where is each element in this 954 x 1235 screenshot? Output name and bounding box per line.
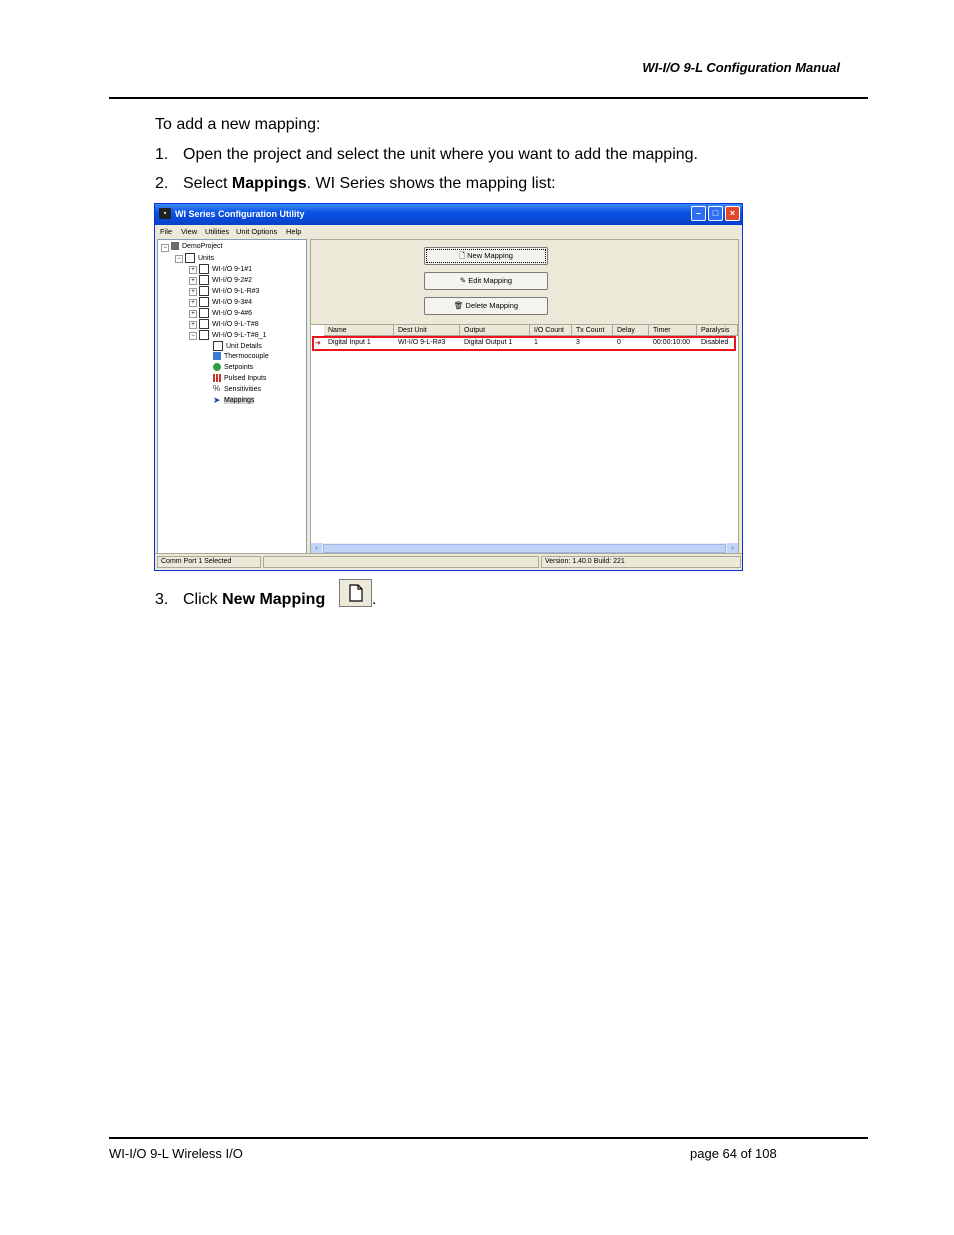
sensitivities-icon: %	[213, 384, 221, 393]
delete-mapping-label: Delete Mapping	[465, 301, 519, 310]
footer-left: WI-I/O 9-L Wireless I/O	[109, 1146, 243, 1161]
step-2-post: . WI Series shows the mapping list:	[306, 175, 556, 192]
col-paralysis[interactable]: Paralysis	[697, 325, 738, 336]
app-window-screenshot	[154, 203, 743, 571]
intro-text: To add a new mapping:	[155, 116, 321, 133]
menu-bar	[155, 225, 742, 238]
scroll-thumb[interactable]	[323, 544, 726, 553]
col-io-count[interactable]: I/O Count	[530, 325, 572, 336]
tree-units-label: Units	[198, 254, 214, 262]
col-timer[interactable]: Timer	[649, 325, 697, 336]
step-2-text	[183, 175, 556, 193]
step-3-number: 3.	[155, 591, 169, 608]
tree-child-label: Setpoints	[224, 363, 254, 371]
tree-unit[interactable]	[199, 330, 266, 340]
tree-child-label: Unit Details	[226, 342, 262, 350]
expand-icon[interactable]: +	[189, 310, 197, 318]
setpoints-icon	[213, 363, 221, 371]
col-output[interactable]: Output	[460, 325, 530, 336]
edit-icon: ✎	[459, 276, 469, 285]
col-tx-count[interactable]: Tx Count	[572, 325, 613, 336]
scroll-right-icon[interactable]: ›	[727, 543, 738, 554]
step-3-bold: New Mapping	[222, 591, 326, 608]
status-spacer	[263, 556, 539, 568]
menu-utilities[interactable]: Utilities	[205, 227, 230, 236]
expand-icon[interactable]: +	[189, 288, 197, 296]
edit-mapping-button[interactable]	[424, 272, 548, 290]
tree-child[interactable]	[213, 352, 269, 360]
row-arrow-icon: ➜	[315, 340, 321, 347]
tree-unit[interactable]	[199, 308, 252, 318]
cell-io-count[interactable]: 1	[534, 339, 538, 346]
tree-unit-label: WI-I/O 9-3#4	[212, 298, 253, 306]
delete-icon: 🗑	[453, 301, 466, 310]
unit-icon	[199, 297, 209, 307]
tree-unit-label: WI-I/O 9-L-T#8	[212, 320, 259, 328]
tree-child-label: Pulsed Inputs	[224, 374, 267, 382]
cell-paralysis[interactable]: Disabled	[701, 339, 729, 346]
unit-icon	[199, 286, 209, 296]
tree-root[interactable]	[171, 242, 222, 250]
tree-unit[interactable]	[199, 264, 252, 274]
row-highlight-box	[312, 336, 736, 351]
step-3-text	[183, 591, 325, 609]
tree-child[interactable]	[213, 374, 266, 382]
collapse-icon[interactable]: −	[161, 244, 169, 252]
tree-unit-label: WI-I/O 9-2#2	[212, 276, 253, 284]
tree-unit[interactable]	[199, 286, 259, 296]
unit-icon	[199, 264, 209, 274]
step-3-pre: Click	[183, 591, 223, 608]
maximize-icon[interactable]: □	[708, 206, 723, 221]
mapping-list	[311, 324, 738, 554]
menu-unit-options[interactable]: Unit Options	[236, 227, 278, 236]
status-bar	[155, 553, 742, 570]
step-3-post: .	[372, 591, 377, 608]
mappings-icon: ➤	[213, 395, 221, 405]
tree-unit-label: WI-I/O 9-4#6	[212, 309, 253, 317]
menu-file[interactable]: File	[160, 227, 173, 236]
minimize-icon[interactable]: –	[691, 206, 706, 221]
tree-child-label: Thermocouple	[224, 352, 269, 360]
tree-unit-label: WI-I/O 9-L-R#3	[212, 287, 260, 295]
tree-unit[interactable]	[199, 319, 259, 329]
cell-name[interactable]: Digital Input 1	[328, 339, 371, 346]
step-2-number: 2.	[155, 175, 169, 192]
app-icon: ▪	[159, 208, 171, 219]
step-2-bold: Mappings	[231, 175, 307, 192]
menu-view[interactable]: View	[181, 227, 198, 236]
new-mapping-button-image	[339, 579, 372, 607]
new-icon: 🗋	[459, 251, 468, 260]
title-bar	[155, 204, 742, 225]
tree-unit[interactable]	[199, 275, 252, 285]
tree-units[interactable]	[185, 253, 214, 263]
cell-delay[interactable]: 0	[617, 339, 621, 346]
status-version: Version: 1.40.0 Build: 221	[541, 556, 741, 568]
project-tree	[157, 239, 307, 555]
tree-child[interactable]	[213, 385, 261, 393]
menu-help[interactable]: Help	[286, 227, 302, 236]
tree-child-label: Mappings	[224, 396, 255, 404]
new-mapping-label: New Mapping	[467, 251, 513, 260]
col-delay[interactable]: Delay	[613, 325, 649, 336]
tree-child[interactable]	[213, 341, 262, 351]
close-icon[interactable]: ×	[725, 206, 740, 221]
new-document-icon	[340, 580, 371, 606]
tree-unit[interactable]	[199, 297, 252, 307]
tree-child[interactable]	[213, 363, 253, 371]
units-icon	[185, 253, 195, 263]
col-dest-unit[interactable]: Dest Unit	[394, 325, 460, 336]
collapse-icon[interactable]: −	[189, 332, 197, 340]
header-rule	[109, 97, 868, 99]
step-2-pre: Select	[183, 175, 232, 192]
edit-mapping-label: Edit Mapping	[468, 276, 513, 285]
cell-timer[interactable]: 00:00:10:00	[653, 339, 690, 346]
page-number: page 64 of 108	[690, 1146, 777, 1161]
cell-tx-count[interactable]: 3	[576, 339, 580, 346]
expand-icon[interactable]: +	[189, 321, 197, 329]
expand-icon[interactable]: +	[189, 277, 197, 285]
cell-output[interactable]: Digital Output 1	[464, 339, 513, 346]
thermocouple-icon	[213, 352, 221, 360]
tree-root-label: DemoProject	[182, 242, 223, 250]
tree-child-selected[interactable]	[213, 396, 254, 404]
expand-icon[interactable]: +	[189, 299, 197, 307]
delete-mapping-button[interactable]	[424, 297, 548, 315]
cell-dest-unit[interactable]: WI-I/O 9-L-R#3	[398, 339, 446, 346]
new-mapping-button[interactable]	[424, 247, 548, 265]
unit-icon	[199, 319, 209, 329]
unit-details-icon	[213, 341, 223, 351]
running-header: WI-I/O 9-L Configuration Manual	[642, 60, 840, 75]
scroll-left-icon[interactable]: ‹	[311, 543, 322, 554]
step-1-number: 1.	[155, 146, 169, 163]
footer-rule	[109, 1137, 868, 1139]
tree-unit-label: WI-I/O 9-1#1	[212, 265, 253, 273]
project-icon	[171, 242, 179, 250]
unit-icon	[199, 330, 209, 340]
collapse-icon[interactable]: −	[175, 255, 183, 263]
status-comm-port: Comm Port 1 Selected	[157, 556, 261, 568]
pulsed-inputs-icon	[213, 374, 221, 382]
mapping-pane	[310, 239, 739, 555]
col-name[interactable]: Name	[324, 325, 394, 336]
unit-icon	[199, 308, 209, 318]
expand-icon[interactable]: +	[189, 266, 197, 274]
step-1-text: Open the project and select the unit where you want to add the mapping.	[183, 146, 698, 163]
tree-unit-label: WI-I/O 9-L-T#8_1	[212, 331, 267, 339]
window-title: WI Series Configuration Utility	[175, 209, 305, 219]
tree-child-label: Sensitivities	[224, 385, 261, 393]
unit-icon	[199, 275, 209, 285]
